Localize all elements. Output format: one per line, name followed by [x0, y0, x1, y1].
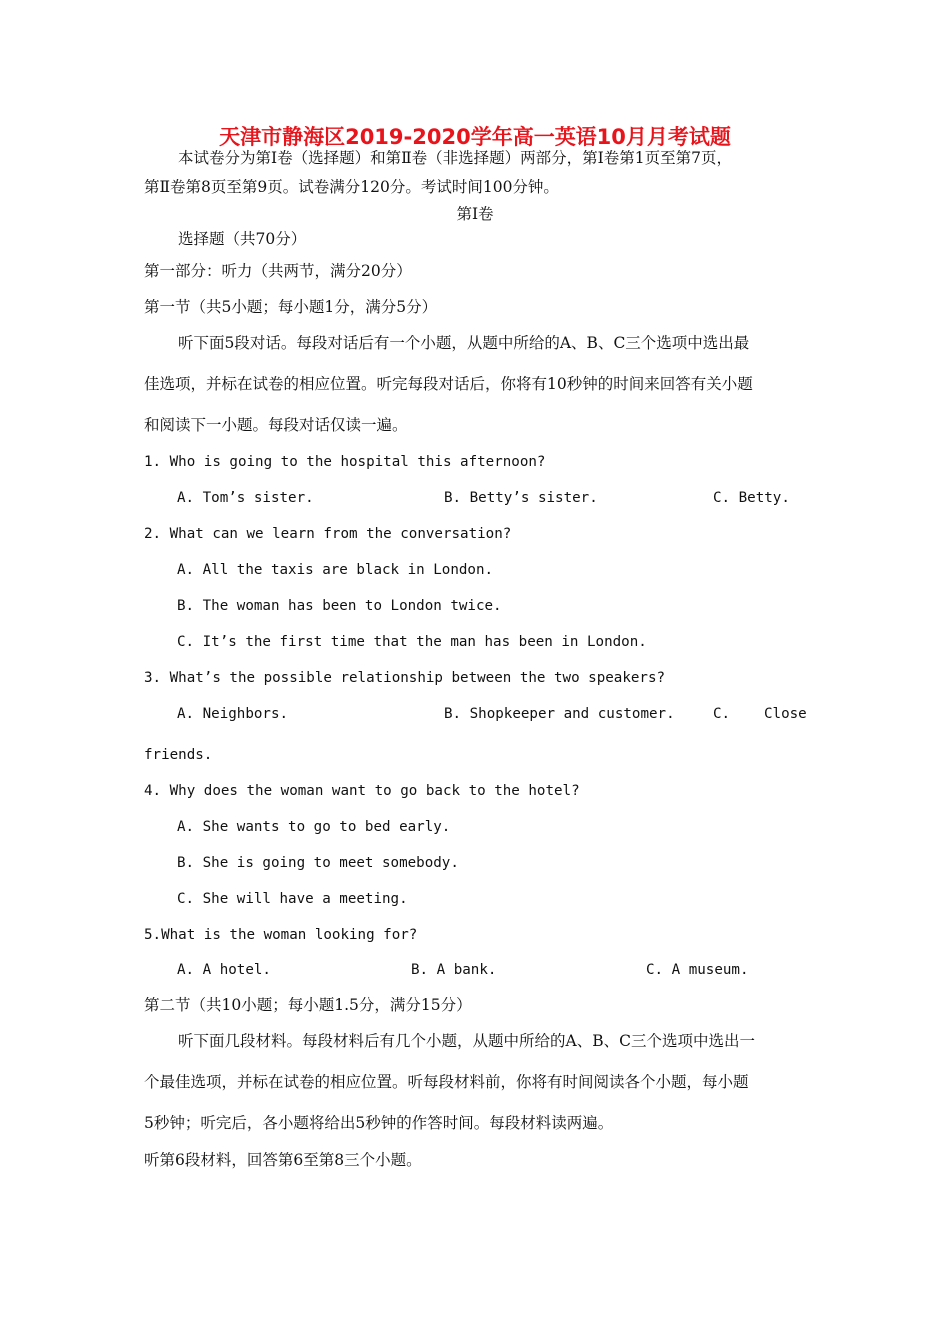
intro-line-1: 本试卷分为第Ⅰ卷（选择题）和第Ⅱ卷（非选择题）两部分，第Ⅰ卷第1页至第7页， [178, 149, 733, 167]
q5-option-c: C. A museum. [646, 962, 749, 978]
question-5: 5.What is the woman looking for? [144, 927, 418, 943]
choice-label: 选择题（共70分） [178, 230, 307, 248]
q2-option-c: C. It’s the first time that the man has been in London. [177, 634, 647, 650]
volume-label: 第Ⅰ卷 [456, 205, 494, 223]
q5-option-b: B. A bank. [411, 962, 497, 978]
section2-instruction-1: 听下面几段材料。每段材料后有几个小题，从题中所给的A、B、C三个选项中选出一 [178, 1032, 755, 1050]
part1-heading: 第一部分：听力（共两节，满分20分） [144, 262, 412, 280]
question-2: 2. What can we learn from the conversation? [144, 526, 512, 542]
question-4: 4. Why does the woman want to go back to the hotel? [144, 783, 580, 799]
q1-option-a: A. Tom’s sister. [177, 490, 314, 506]
q4-option-a: A. She wants to go to bed early. [177, 819, 451, 835]
section1-instruction-1: 听下面5段对话。每段对话后有一个小题，从题中所给的A、B、C三个选项中选出最 [178, 334, 750, 352]
q3-option-c-continued: friends. [144, 747, 213, 763]
material-6-prompt: 听第6段材料，回答第6至第8三个小题。 [144, 1151, 422, 1169]
q3-option-b: B. Shopkeeper and customer. [444, 706, 675, 722]
q4-option-c: C. She will have a meeting. [177, 891, 408, 907]
section2-heading: 第二节（共10小题；每小题1.5分，满分15分） [144, 996, 472, 1014]
q3-option-c-word: Close [764, 706, 807, 722]
q3-option-a: A. Neighbors. [177, 706, 289, 722]
section1-instruction-3: 和阅读下一小题。每段对话仅读一遍。 [144, 416, 408, 434]
question-1: 1. Who is going to the hospital this afternoon? [144, 454, 546, 470]
q2-option-a: A. All the taxis are black in London. [177, 562, 494, 578]
q1-option-b: B. Betty’s sister. [444, 490, 598, 506]
q2-option-b: B. The woman has been to London twice. [177, 598, 502, 614]
q4-option-b: B. She is going to meet somebody. [177, 855, 459, 871]
section2-instruction-2: 个最佳选项，并标在试卷的相应位置。听每段材料前，你将有时间阅读各个小题，每小题 [144, 1073, 749, 1091]
question-3: 3. What’s the possible relationship between the two speakers? [144, 670, 666, 686]
section2-instruction-3: 5秒钟；听完后，各小题将给出5秒钟的作答时间。每段材料读两遍。 [144, 1114, 614, 1132]
section1-heading: 第一节（共5小题；每小题1分，满分5分） [144, 298, 438, 316]
section1-instruction-2: 佳选项，并标在试卷的相应位置。听完每段对话后，你将有10秒钟的时间来回答有关小题 [144, 375, 753, 393]
intro-line-2: 第Ⅱ卷第8页至第9页。试卷满分120分。考试时间100分钟。 [144, 178, 559, 196]
q5-option-a: A. A hotel. [177, 962, 271, 978]
q3-option-c-label: C. [713, 706, 731, 722]
exam-title: 天津市静海区2019-2020学年高一英语10月月考试题 [219, 125, 731, 149]
q1-option-c: C. Betty. [713, 490, 790, 506]
